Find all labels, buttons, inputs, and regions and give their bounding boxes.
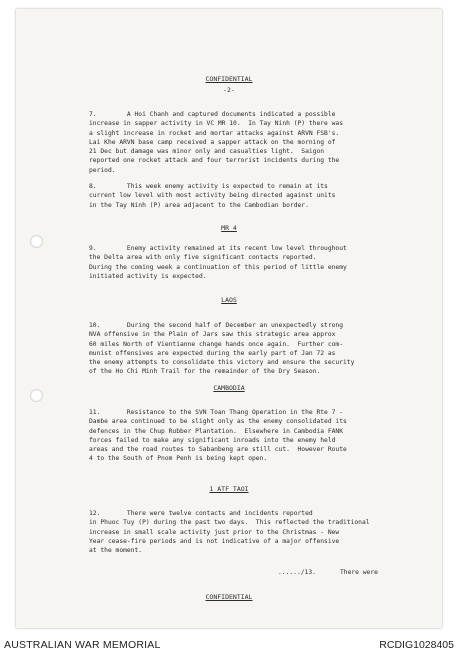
- paragraph-9-text: 9. Enemy activity remained at its recent low level throughout the Delta area with only five significant contacts reported. During the coming week a continuation of this period of little enemy initiated activity is expected.: [89, 245, 347, 280]
- page-marker: -2-: [223, 86, 235, 94]
- paragraph-12: [89, 509, 419, 555]
- paragraph-7-text: 7. A Hoi Chanh and captured documents indicated a possible increase in sapper activity in VC MR 10. In Tay Ninh (P) there was a slight increase in rocket and mortar attacks against ARVN FSB's. Lai Khe ARVN base camp received a sapper attack on the morning of 21 Dec but damage was minor only and casualties light. Saigon reported one rocket attack and four terrorist incidents during the period.: [89, 111, 344, 174]
- archive-footer: [0, 632, 458, 654]
- paragraph-11: [89, 408, 419, 464]
- heading-cambodia: CAMBODIA: [213, 384, 245, 392]
- heading-laos: LAOS: [221, 296, 237, 304]
- paragraph-8-text: 8. This week enemy activity is expected to remain at its current low level with most activity being directed against units in the Tay Ninh (P) area adjacent to the Cambodian border.: [89, 183, 336, 209]
- institution-name: AUSTRALIAN WAR MEMORIAL: [4, 639, 161, 651]
- heading-1-atf-taoi: 1 ATF TAOI: [209, 485, 249, 493]
- paragraph-10: [89, 321, 419, 377]
- classification-top: CONFIDENTIAL: [205, 75, 253, 83]
- paragraph-9: [89, 244, 419, 281]
- paragraph-10-text: 10. During the second half of December an unexpectedly strong NVA offensive in the Plain of Jars saw this strategic area approx 60 miles North of Vientianne change hands once again. Further com- munist offensives are expected during the early part of Jan 72 as the enemy attempts to consolidate this victory and ensure the security of the Ho Chi Minh Trail for the remainder of the Dry Season.: [89, 322, 355, 376]
- paragraph-12-text: 12. There were twelve contacts and incidents reported in Phuoc Tuy (P) during the past two days. This reflected the traditional increase in small scale activity just prior to the Christmas - New Year cease-fire periods and is not indicative of a major offensive at the moment.: [89, 510, 370, 555]
- classification-bottom: CONFIDENTIAL: [205, 593, 253, 601]
- punch-hole: [30, 235, 43, 248]
- paragraph-8: [89, 182, 419, 210]
- item-id: RCDIG1028405: [379, 639, 454, 651]
- continuation-marker: ....../13.: [278, 569, 316, 576]
- paragraph-11-text: 11. Resistance to the SVN Toan Thang Operation in the Rte 7 - Dambe area continued to be slight only as the enemy consolidated its defences in the Chup Rubber Plantation. Elsewhere in Cambodia FANK forces failed to make any significant inroads into the enemy held areas and the road routes to Sabanbeng are still cut. However Route 4 to the South of Pnom Penh is being kept open.: [89, 409, 347, 463]
- heading-mr4: MR 4: [221, 224, 237, 232]
- paragraph-7: [89, 110, 419, 175]
- catchword: There were: [340, 569, 378, 576]
- document-page: [16, 9, 442, 628]
